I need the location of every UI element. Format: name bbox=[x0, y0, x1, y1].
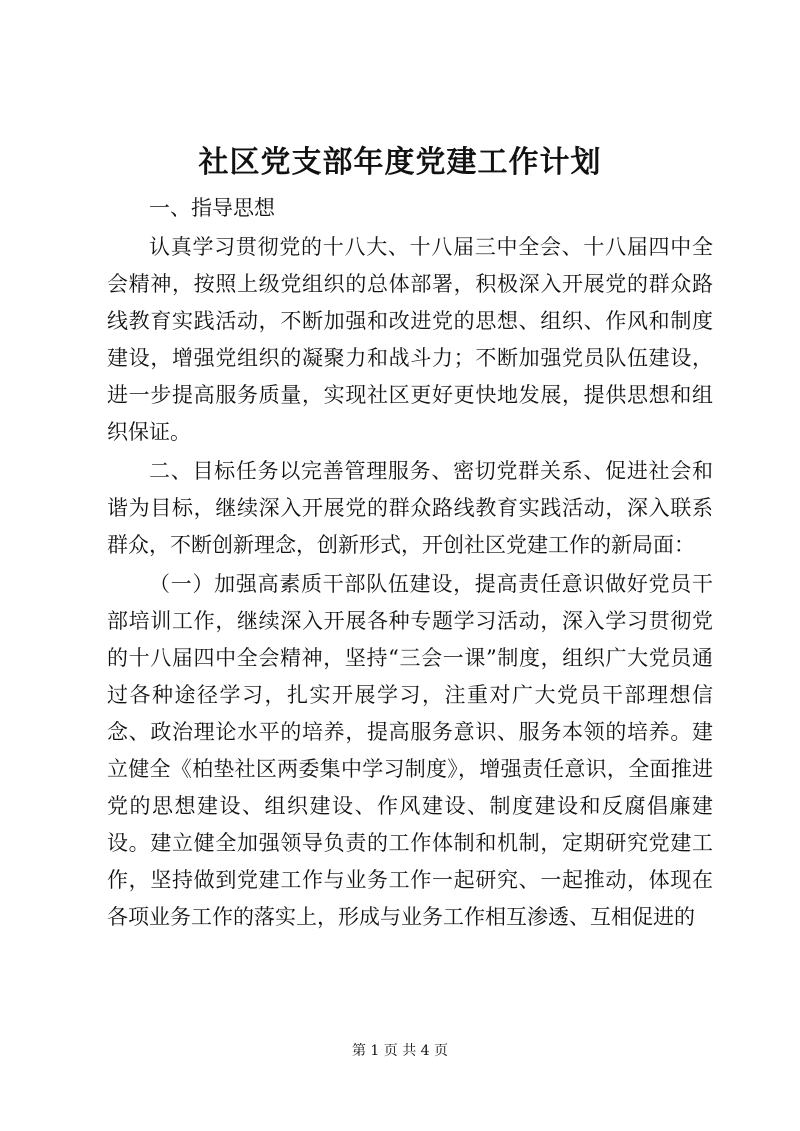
document-title: 社区党支部年度党建工作计划 bbox=[198, 145, 602, 180]
section-heading-guiding-ideology: 一、指导思想 bbox=[149, 196, 275, 220]
paragraph-cadre-building: （一）加强高素质干部队伍建设，提高责任意识做好党员干部培训工作，继续深入开展各种专题学习活动，深入学习贯彻党的十八届四中全会精神，坚持“三会一课”制度，组织广大党员通过各种途径学习，扎实开展学习，注重对广大党员干部理想信念、政治理论水平的培养，提高服务意识、服务本领的培养。建立健全《柏垫社区两委集中学习制度》，增强责任意识，全面推进党的思想建设、组织建设、作风建设、制度建设和反腐倡廉建设。建立健全加强领导负责的工作体制和机制，定期研究党建工作，坚持做到党建工作与业务工作一起研究、一起推动，体现在各项业务工作的落实上，形成与业务工作相互渗透、互相促进的 bbox=[107, 572, 713, 929]
document-body bbox=[107, 190, 713, 936]
paragraph-goals-tasks: 二、目标任务以完善管理服务、密切党群关系、促进社会和谐为目标，继续深入开展党的群众路线教育实践活动，深入联系群众，不断创新理念，创新形式，开创社区党建工作的新局面： bbox=[107, 459, 713, 557]
page-footer: 第 1 页 共 4 页 bbox=[351, 1043, 449, 1059]
paragraph-guiding-ideology: 认真学习贯彻党的十八大、十八届三中全会、十八届四中全会精神，按照上级党组织的总体部署，积极深入开展党的群众路线教育实践活动，不断加强和改进党的思想、组织、作风和制度建设，增强党组织的凝聚力和战斗力；不断加强党员队伍建设，进一步提高服务质量，实现社区更好更快地发展，提供思想和组织保证。 bbox=[107, 235, 713, 444]
